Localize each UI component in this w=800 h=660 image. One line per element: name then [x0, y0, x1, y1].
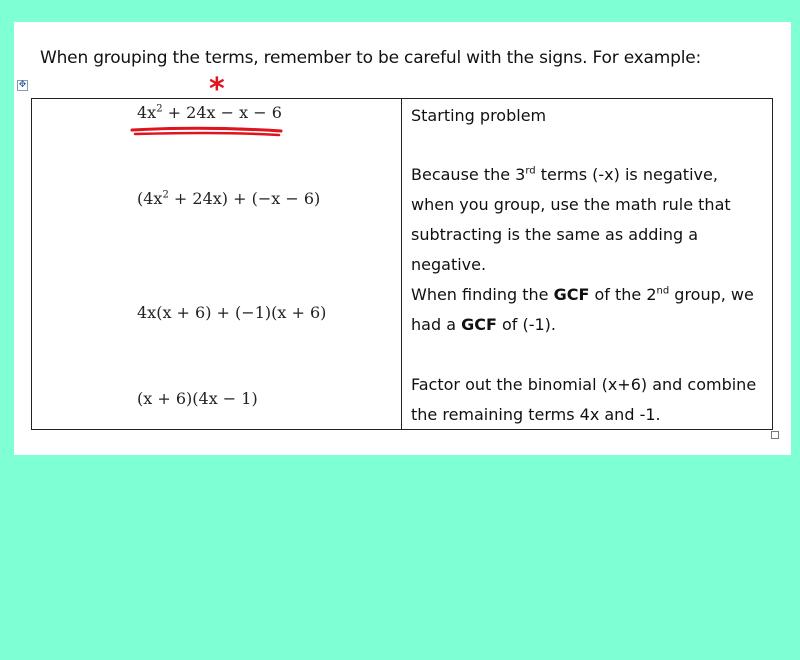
- math-step-3: 4x(x + 6) + (−1)(x + 6): [137, 303, 327, 322]
- table-resize-handle[interactable]: [771, 431, 779, 439]
- math-step-2: $(4x^2 + 24x) + (-x - 6)$: [137, 189, 321, 208]
- note-step-4: Factor out the binomial (x+6) and combine the remaining terms 4x and -1.: [411, 375, 757, 424]
- example-table: [31, 98, 773, 430]
- math-step-1: $4x^2 + 24x - x - 6$: [137, 103, 282, 122]
- intro-text: When grouping the terms, remember to be careful with the signs. For example:: [40, 48, 702, 68]
- math-cell: [32, 99, 402, 430]
- math-step-4: (x + 6)(4x − 1): [137, 389, 258, 408]
- document-page: [14, 22, 791, 455]
- note-step-2: Because the 3rd terms (-x) is negative, when you group, use the math rule that subtracting is the same as adding a negative.: [411, 165, 731, 274]
- note-step-3: When finding the GCF of the 2nd group, we had a GCF of (-1).: [411, 285, 754, 334]
- table-move-handle-icon[interactable]: ✥: [18, 80, 27, 90]
- note-step-1: Starting problem: [411, 106, 547, 125]
- note-cell: [402, 99, 773, 430]
- red-asterisk-mark: *: [209, 72, 225, 107]
